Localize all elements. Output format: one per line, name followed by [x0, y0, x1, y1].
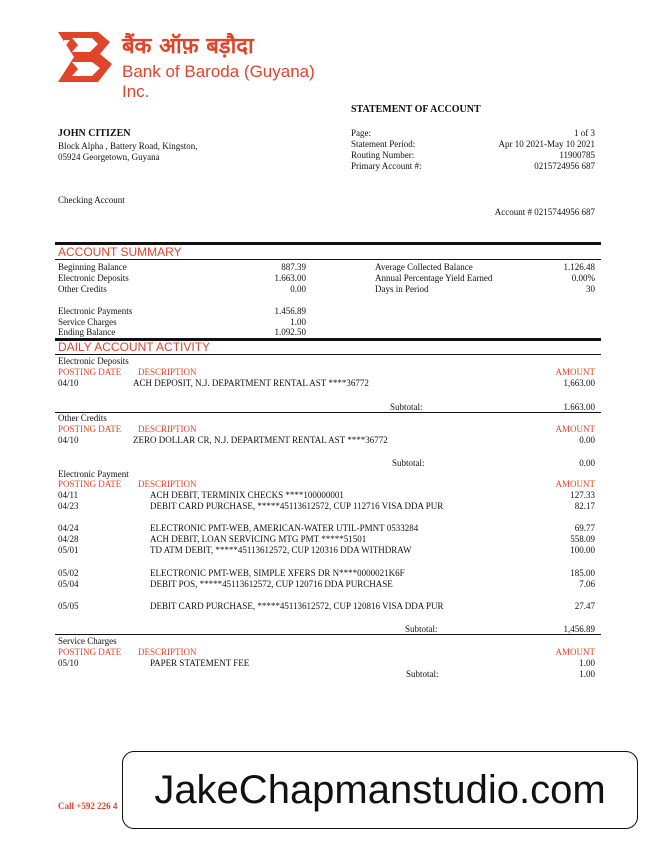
row-date: 04/10	[58, 435, 79, 445]
summary-value: 1.092.50	[274, 327, 306, 337]
row-date: 04/11	[58, 490, 79, 500]
row-date: 05/01	[58, 545, 79, 555]
summary-label: Average Collected Balance	[375, 262, 473, 272]
bank-logo-mark	[52, 28, 118, 86]
statement-title: STATEMENT OF ACCOUNT	[351, 104, 481, 115]
row-date: 05/02	[58, 568, 79, 578]
subtotal-label: Subtotal:	[405, 624, 438, 634]
summary-label: Days in Period	[375, 284, 429, 294]
summary-value: 1.126.48	[563, 262, 595, 272]
deposits-title: Electronic Deposits	[58, 356, 129, 366]
summary-title-rule	[55, 259, 601, 260]
row-description: DEBIT CARD PURCHASE, *****45113612572, CUP 120816 VISA DDA PUR	[150, 601, 444, 611]
subtotal-value: 1.663.00	[563, 402, 595, 412]
row-description: PAPER STATEMENT FEE	[150, 658, 250, 668]
col-description: DESCRIPTION	[138, 647, 197, 657]
summary-value: 1.00	[290, 317, 306, 327]
row-date: 05/05	[58, 601, 79, 611]
summary-label: Other Credits	[58, 284, 107, 294]
subtotal-value: 1.00	[579, 669, 595, 679]
row-date: 05/10	[58, 658, 79, 668]
primary-account-value: 0215724956 687	[534, 161, 595, 171]
page-value: 1 of 3	[574, 128, 595, 138]
summary-value: 30	[586, 284, 595, 294]
account-type: Checking Account	[58, 195, 125, 205]
summary-title: ACCOUNT SUMMARY	[58, 245, 182, 259]
bank-name: Bank of Baroda (Guyana) Inc.	[122, 62, 315, 101]
row-description: ACH DEBIT, LOAN SERVICING MTG PMT *****51501	[150, 534, 367, 544]
watermark-banner: JakeChapmanstudio.com	[122, 751, 638, 829]
row-amount: 69.77	[574, 523, 595, 533]
page-label: Page:	[351, 128, 371, 138]
row-description: DEBIT CARD PURCHASE, *****45113612572, CUP 112716 VISA DDA PUR	[150, 501, 444, 511]
row-description: ELECTRONIC PMT-WEB, AMERICAN-WATER UTIL-PMNT 0533284	[150, 523, 419, 533]
row-description: ACH DEPOSIT, N.J. DEPARTMENT RENTAL AST ****36772	[133, 378, 369, 388]
row-description: ELECTRONIC PMT-WEB, SIMPLE XFERS DR N****0000021K6F	[150, 568, 405, 578]
footer-call: Call +592 226 4	[58, 801, 118, 811]
primary-account-label: Primary Account #:	[351, 161, 422, 171]
bank-name-hindi: बैंक ऑफ़ बड़ौदा	[122, 34, 254, 59]
row-date: 04/28	[58, 534, 79, 544]
period-label: Statement Period:	[351, 139, 416, 149]
summary-value: 1.456.89	[274, 306, 306, 316]
summary-label: Electronic Deposits	[58, 273, 129, 283]
col-posting-date: POSTING DATE	[58, 424, 122, 434]
customer-name: JOHN CITIZEN	[58, 128, 131, 139]
col-posting-date: POSTING DATE	[58, 647, 122, 657]
row-description: ZERO DOLLAR CR, N.J. DEPARTMENT RENTAL AST ****36772	[133, 435, 388, 445]
row-description: ACH DEBIT, TERMINIX CHECKS ****100000001	[150, 490, 344, 500]
row-amount: 27.47	[574, 601, 595, 611]
row-amount: 185.00	[570, 568, 595, 578]
row-amount: 1,663.00	[563, 378, 595, 388]
row-date: 05/04	[58, 579, 79, 589]
col-description: DESCRIPTION	[138, 479, 197, 489]
bank-logo	[52, 28, 332, 101]
row-amount: 7.06	[579, 579, 595, 589]
summary-value: 1.663.00	[274, 273, 306, 283]
row-amount: 0.00	[579, 435, 595, 445]
summary-label: Annual Percentage Yield Earned	[375, 273, 493, 283]
row-description: DEBIT POS, *****45113612572, CUP 120716 DDA PURCHASE	[150, 579, 393, 589]
row-date: 04/23	[58, 501, 79, 511]
row-amount: 127.33	[570, 490, 595, 500]
account-number-line: Account # 0215744956 687	[494, 207, 595, 217]
row-amount: 558.09	[570, 534, 595, 544]
row-amount: 100.00	[570, 545, 595, 555]
customer-address-line1: Block Alpha , Battery Road, Kingston,	[58, 141, 198, 151]
divider	[55, 634, 601, 635]
summary-value: 0.00	[290, 284, 306, 294]
col-amount: AMOUNT	[555, 424, 595, 434]
col-amount: AMOUNT	[555, 367, 595, 377]
summary-value: 887.39	[281, 262, 306, 272]
payments-title: Electronic Payment	[58, 469, 129, 479]
credits-title: Other Credits	[58, 413, 107, 423]
summary-label: Electronic Payments	[58, 306, 133, 316]
col-description: DESCRIPTION	[138, 367, 197, 377]
summary-value: 0.00%	[571, 273, 595, 283]
col-amount: AMOUNT	[555, 479, 595, 489]
row-description: TD ATM DEBIT, *****45113612572, CUP 120316 DDA WITHDRAW	[150, 545, 412, 555]
customer-address-line2: 05924 Georgetown, Guyana	[58, 152, 160, 162]
summary-label: Service Charges	[58, 317, 117, 327]
routing-value: 11900785	[559, 150, 595, 160]
col-description: DESCRIPTION	[138, 424, 197, 434]
row-date: 04/10	[58, 378, 79, 388]
summary-label: Beginning Balance	[58, 262, 127, 272]
col-posting-date: POSTING DATE	[58, 367, 122, 377]
row-date: 04/24	[58, 523, 79, 533]
divider	[55, 412, 601, 413]
routing-label: Routing Number:	[351, 150, 415, 160]
summary-label: Ending Balance	[58, 327, 116, 337]
col-amount: AMOUNT	[555, 647, 595, 657]
service-title: Service Charges	[58, 636, 117, 646]
row-amount: 1.00	[579, 658, 595, 668]
subtotal-label: Subtotal:	[392, 458, 425, 468]
subtotal-value: 0.00	[579, 458, 595, 468]
subtotal-value: 1,456.89	[563, 624, 595, 634]
subtotal-label: Subtotal:	[406, 669, 439, 679]
activity-title: DAILY ACCOUNT ACTIVITY	[58, 340, 211, 354]
col-posting-date: POSTING DATE	[58, 479, 122, 489]
subtotal-label: Subtotal:	[390, 402, 423, 412]
period-value: Apr 10 2021-May 10 2021	[498, 139, 595, 149]
activity-title-rule	[55, 354, 601, 355]
row-amount: 82.17	[574, 501, 595, 511]
